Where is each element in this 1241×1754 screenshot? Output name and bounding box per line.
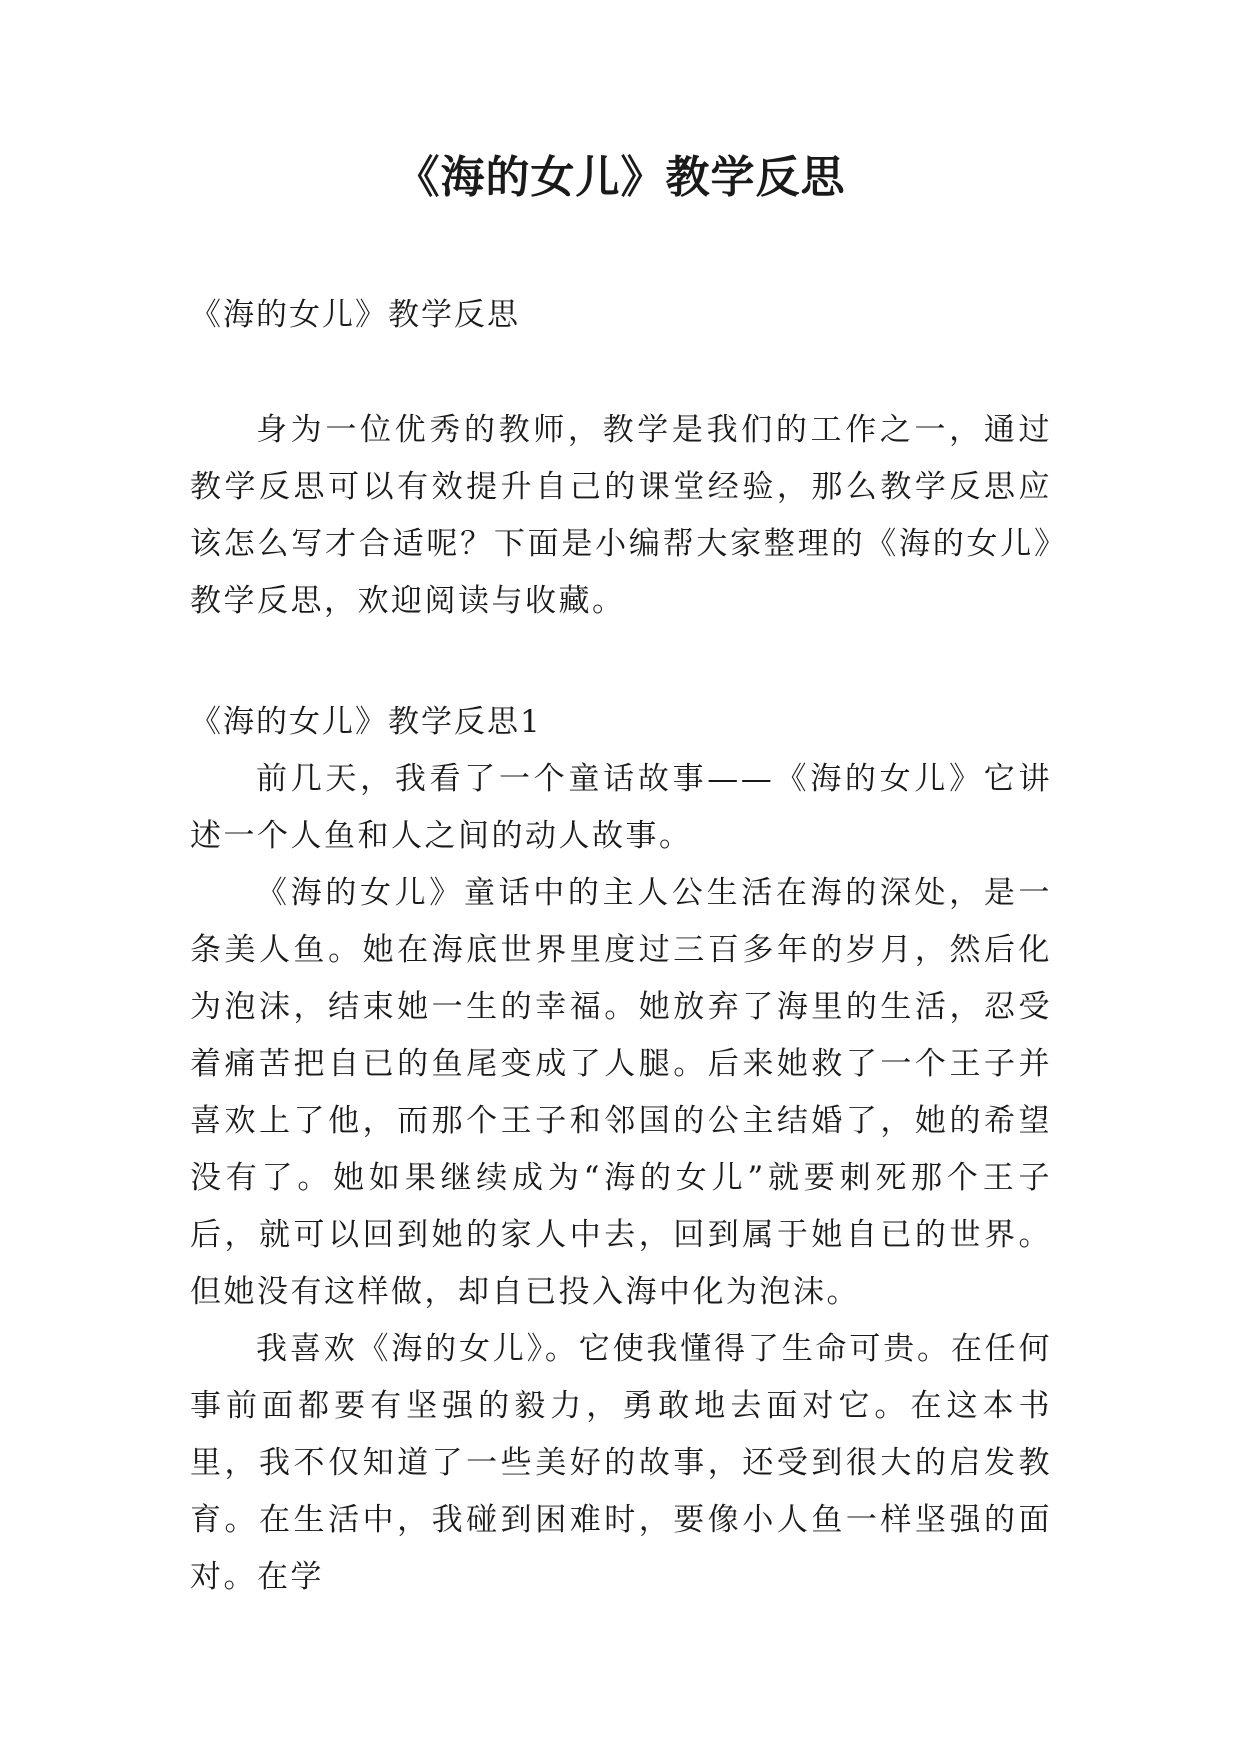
intro-paragraph: 身为一位优秀的教师，教学是我们的工作之一，通过教学反思可以有效提升自己的课堂经验，那么教学反思应该怎么写才合适呢？下面是小编帮大家整理的《海的女儿》教学反思，欢迎阅读与收藏。 xyxy=(190,412,1052,619)
article-paragraph-3: 我喜欢《海的女儿》。它使我懂得了生命可贵。在任何事前面都要有坚强的毅力，勇敢地去面对它。在这本书里，我不仅知道了一些美好的故事，还受到很大的启发教育。在生活中，我碰到困难时，要像小人鱼一样坚强的面对。在学 xyxy=(190,1331,1052,1595)
document-subtitle: 《海的女儿》教学反思 xyxy=(190,297,520,333)
article-paragraph-1: 前几天，我看了一个童话故事——《海的女儿》它讲述一个人鱼和人之间的动人故事。 xyxy=(190,761,1052,854)
article-paragraph-2: 《海的女儿》童话中的主人公生活在海的深处，是一条美人鱼。她在海底世界里度过三百多年的岁月，然后化为泡沫，结束她一生的幸福。她放弃了海里的生活，忍受着痛苦把自已的鱼尾变成了人腿。后来她救了一个王子并喜欢上了他，而那个王子和邻国的公主结婚了，她的希望没有了。她如果继续成为“海的女儿”就要刺死那个王子后，就可以回到她的家人中去，回到属于她自已的世界。但她没有这样做，却自已投入海中化为泡沫。 xyxy=(190,875,1052,1310)
document-title: 《海的女儿》教学反思 xyxy=(395,152,846,203)
section-heading: 《海的女儿》教学反思1 xyxy=(190,704,542,740)
article-body xyxy=(190,751,1052,1606)
